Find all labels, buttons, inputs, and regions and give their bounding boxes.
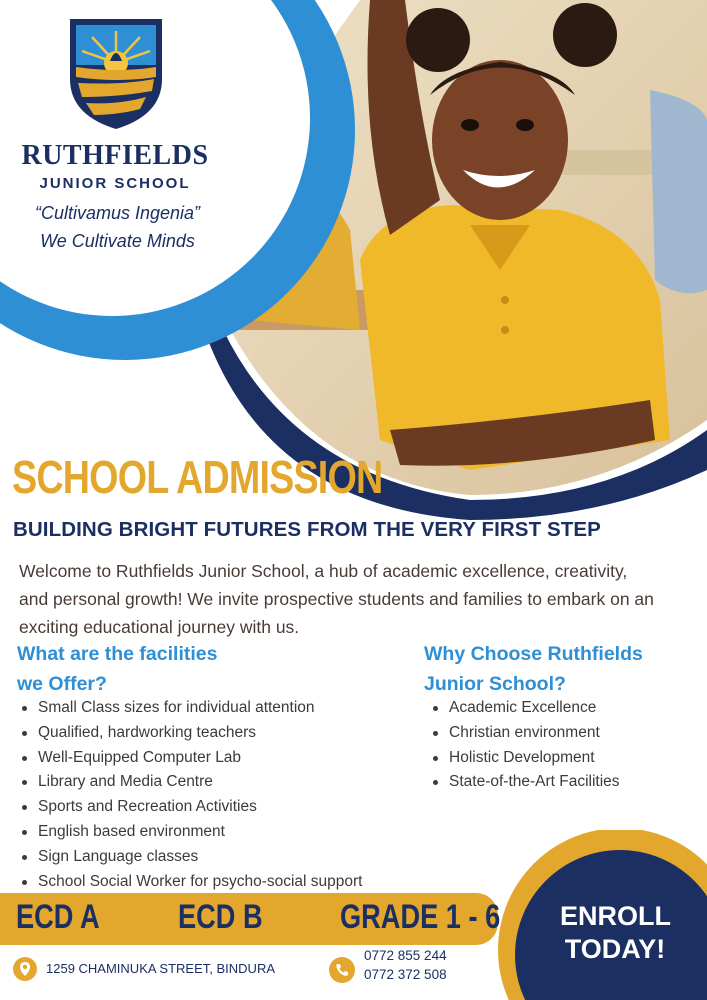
facilities-heading bbox=[17, 639, 317, 699]
list-item: Qualified, hardworking teachers bbox=[18, 721, 363, 746]
school-subtitle: JUNIOR SCHOOL bbox=[39, 175, 191, 192]
why-heading-line2: Junior School? bbox=[424, 673, 566, 695]
enroll-line1: ENROLL bbox=[560, 901, 671, 931]
list-item: Academic Excellence bbox=[429, 696, 620, 721]
list-item: Sports and Recreation Activities bbox=[18, 795, 363, 820]
list-item: State-of-the-Art Facilities bbox=[429, 770, 620, 795]
list-item: Small Class sizes for individual attention bbox=[18, 696, 363, 721]
school-name: RUTHFIELDS bbox=[21, 140, 209, 171]
phone-number-2: 0772 372 508 bbox=[364, 967, 447, 982]
school-crest-logo bbox=[68, 17, 164, 131]
grade-level-grade-1-6: GRADE 1 - 6 bbox=[340, 898, 501, 936]
motto-latin: “Cultivamus Ingenia” bbox=[34, 203, 201, 223]
list-item: English based environment bbox=[18, 820, 363, 845]
grade-level-ecd-b: ECD B bbox=[178, 898, 263, 936]
list-item: School Social Worker for psycho-social support bbox=[18, 870, 363, 895]
phone-icon bbox=[329, 957, 355, 983]
location-pin-icon bbox=[13, 957, 37, 981]
motto-english: We Cultivate Minds bbox=[40, 231, 195, 251]
page-headline: SCHOOL ADMISSION bbox=[12, 451, 383, 503]
list-item: Christian environment bbox=[429, 721, 620, 746]
why-heading-line1: Why Choose Ruthfields bbox=[424, 643, 643, 665]
facilities-heading-line1: What are the facilities bbox=[17, 643, 218, 665]
list-item: Library and Media Centre bbox=[18, 770, 363, 795]
why-list bbox=[429, 696, 620, 795]
why-heading bbox=[424, 639, 704, 699]
phone-number-1: 0772 855 244 bbox=[364, 948, 447, 963]
grade-level-ecd-a: ECD A bbox=[16, 898, 100, 936]
address-text: 1259 CHAMINUKA STREET, BINDURA bbox=[46, 961, 276, 976]
tagline: BUILDING BRIGHT FUTURES FROM THE VERY FIRST STEP bbox=[13, 518, 601, 541]
facilities-heading-line2: we Offer? bbox=[17, 673, 107, 695]
enroll-today-callout bbox=[560, 900, 670, 966]
list-item: Well-Equipped Computer Lab bbox=[18, 746, 363, 771]
intro-paragraph: Welcome to Ruthfields Junior School, a hub of academic excellence, creativity, and personal growth! We invite prospective students and families to embark on an exciting educational journey with us. bbox=[19, 561, 654, 637]
enroll-line2: TODAY! bbox=[564, 934, 666, 964]
list-item: Holistic Development bbox=[429, 746, 620, 771]
list-item: Sign Language classes bbox=[18, 845, 363, 870]
